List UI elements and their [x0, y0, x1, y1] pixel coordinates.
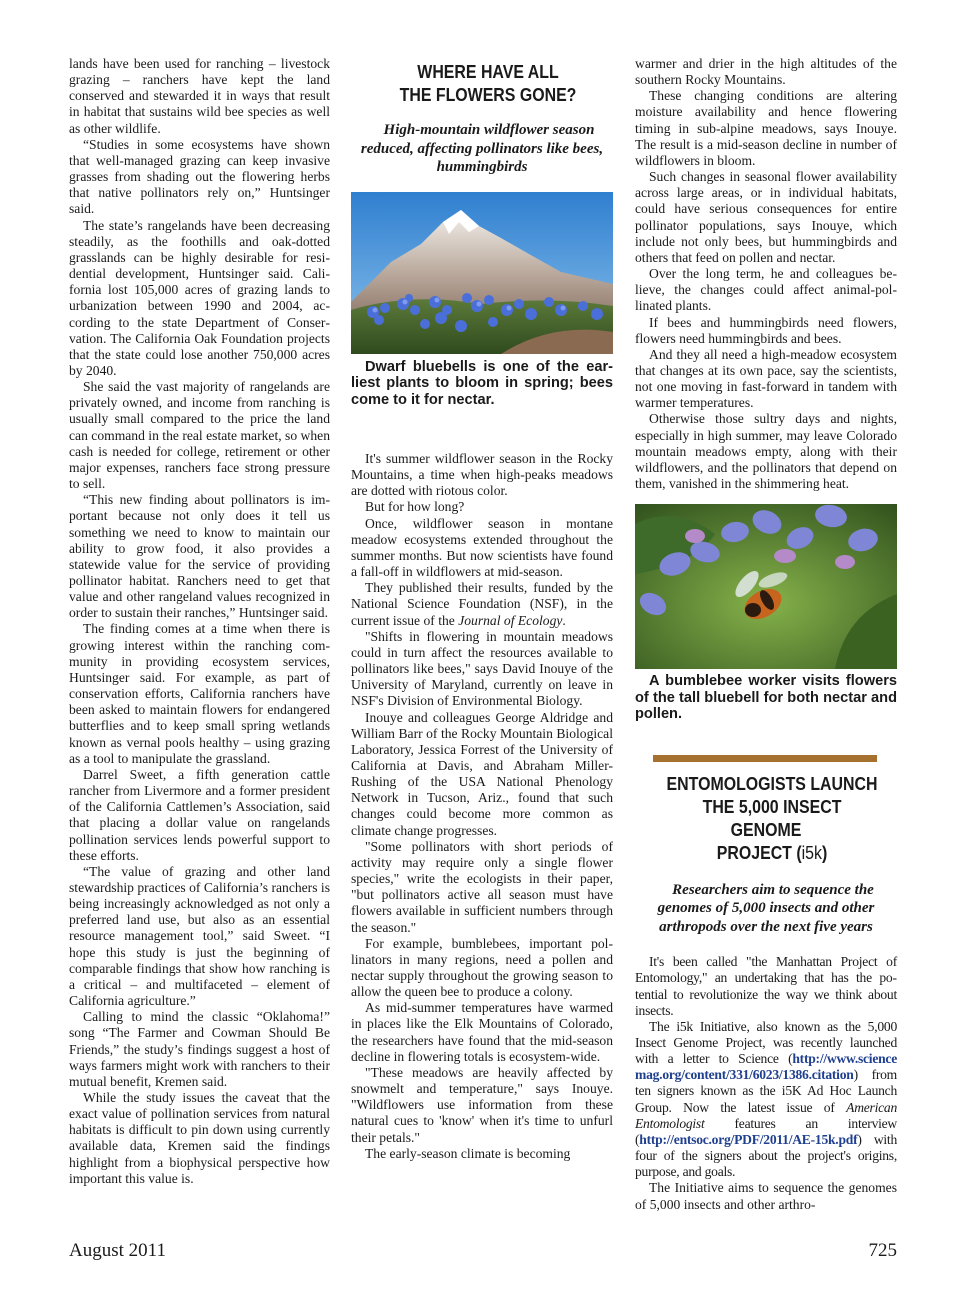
column-1: [69, 56, 330, 1187]
body-paragraph: They published their results, funded by the National Science Foundation (NSF), in the current issue of the Journal of Ecology.: [351, 580, 613, 628]
page-number: 725: [868, 1240, 897, 1261]
body-paragraph: Calling to mind the classic “Oklahoma!” song “The Farmer and Cowman Should Be Friends,” the study’s findings suggest a host of ways farmers might work with ranchers to their mutual benefit, Kremen said.: [69, 1009, 330, 1089]
body-paragraph: Such changes in seasonal flower availability across large areas, or in individual habitats, could have serious consequences for entire pollinator populations, says Inouye, which include not only bees, but hummingbirds and others that feed on pollen and nectar.: [635, 169, 897, 265]
headline-line: THE FLOWERS GONE?: [399, 84, 577, 105]
article-deck: High-mountain wildflower season reduced, affecting pollinators like bees, hummingbirds: [360, 122, 604, 175]
body-paragraph: For example, bumblebees, important pollinators in many regions, need a pollen and nectar supply throughout the growing season to allow the queen bee to produce a colony.: [351, 935, 613, 1000]
body-paragraph: She said the vast majority of rangelands are privately owned, and income from ranching is usually small compared to the price the land can command in the real estate market, so when cash is needed for college, retirement or other major expenses, ranchers face strong pressure to sell.: [69, 379, 330, 492]
science-link[interactable]: http://www.science mag.org/content/331/6023/1386.citation: [635, 1051, 897, 1083]
body-paragraph: lands have been used for ranching – livestock grazing – ranchers have kept the land conserved and stewarded it in ways that result in habitat that sustains wild bee species as well as other wildlife.: [69, 56, 330, 136]
body-text: They published their results, funded by the National Science Foundation (NSF), in the current issue of the: [351, 580, 613, 628]
bumblebee-image: [635, 504, 897, 669]
mountain-bluebells-photo: [351, 192, 613, 354]
article-headline: [351, 60, 613, 106]
issue-date: August 2011: [69, 1240, 166, 1261]
photo-caption: A bumblebee worker visits flowers of the tall bluebell for both nectar and pollen.: [635, 673, 897, 723]
body-paragraph: The finding comes at a time when there is growing interest within the ranching community in providing ecosystem services, Huntsinger said. For example, as part of conservation efforts, California ranchers have been asked to maintain flowers for endangered butterflies and to keep small spring wetlands known as vernal pools healthy – using grazing as a tool to manipulate the grassland.: [69, 621, 330, 766]
body-text: ) from ten signers known as the i5K Ad Hoc Launch Group. Now the latest issue of: [635, 1067, 897, 1115]
body-text: The i5k Initiative, also known as the 5,000 Insect Genome Project, was recently launched with a letter to Science (: [635, 1018, 897, 1067]
journal-name: American Entomologist: [635, 1099, 897, 1131]
body-paragraph: While the study issues the caveat that the exact value of pollination services from natural habitats is difficult to pin down using currently available data, Kremen said the findings highlight from a biophysical perspective how important this value is.: [69, 1090, 330, 1186]
body-paragraph: Otherwise those sultry days and nights, especially in high summer, may leave Colorado mountain meadows empty, along with their wildflowers, and the pollinators that depend on them, vanished in the shimmering heat.: [635, 411, 897, 492]
body-paragraph: “This new finding about pollinators is important because not only does it tell us something we need to know to maintain our ability to grow food, it also provides a statewide value for the service of providing pollinator habitat. Ranchers need to get that value and other rangeland values recognized in order to sustain their ranches,” Huntsinger said.: [69, 492, 330, 621]
headline-line: [653, 841, 878, 864]
article-headline: [635, 772, 897, 864]
mountain-bluebells-image: [351, 192, 613, 354]
bumblebee-photo: [635, 504, 897, 669]
body-paragraph: If bees and hummingbirds need flowers, flowers need hummingbirds and bees.: [635, 314, 897, 346]
body-paragraph: “The value of grazing and other land stewardship practices of California’s ranchers is being increasingly acknowledged as not only a preferred land use, but also as an essential resource management tool,” said Sweet. “I hope this study is just the beginning of comparable findings that show how ranching is a critical – and multifaceted – element of California agriculture.”: [69, 863, 330, 1009]
body-text: ) with four of the signers about the project's origins, purpose, and goals.: [635, 1131, 897, 1180]
body-paragraph: Over the long term, he and colleagues believe, the changes could affect animal-pollinated plants.: [635, 266, 897, 314]
body-paragraph: Once, wildflower season in montane meadow ecosystems extended throughout the summer months. But now scientists have found a fall-off in wildflowers at mid-season.: [351, 515, 613, 580]
body-text: features an interview (: [635, 1115, 897, 1147]
article-deck: Researchers aim to sequence the genomes of 5,000 insects and other arthropods over the next five years: [657, 881, 875, 935]
column-3: [635, 56, 897, 1213]
headline-line: THE 5,000 INSECT GENOME: [702, 795, 842, 840]
headline-line: ENTOMOLOGISTS LAUNCH: [666, 772, 878, 794]
body-paragraph: As mid-summer temperatures have warmed in places like the Elk Mountains of Colorado, the researchers have found that the mid-season decline in flowering totals is ecosystem-wide.: [351, 1000, 613, 1064]
body-paragraph: These changing conditions are altering moisture availability and hence flowering timing in sub-alpine meadows, says Inouye. The result is a mid-season decline in number of wildflowers in bloom.: [635, 88, 897, 168]
body-paragraph: It's summer wildflower season in the Rocky Mountains, a time when high-peaks meadows are dotted with riotous color.: [351, 451, 613, 499]
body-paragraph: The state’s rangelands have been decreasing steadily, as the foothills and oak-dotted grasslands can be highly desirable for residential development, Huntsinger said. California lost 105,000 acres of grazing lands to urbanization between 1990 and 2004, according to the state Department of Conservation. The California Oak Foundation projects that the state could lose another 750,000 acres by 2040.: [69, 217, 330, 378]
body-paragraph: The early-season climate is becoming: [365, 1145, 571, 1161]
body-paragraph: "Some pollinators with short periods of activity may require only a single flower species," write the ecologists in their paper, "but pollinators active all season must have flowers available in sufficient numbers through the season.": [351, 838, 613, 935]
body-paragraph: [635, 1019, 897, 1181]
body-paragraph: And they all need a high-meadow ecosystem that changes at its own pace, say the scientists, not one moving in fast-forward in tandem with warmer temperatures.: [635, 346, 897, 411]
entsoc-link[interactable]: http://entsoc.org/PDF/2011/AE-15k.pdf: [639, 1131, 858, 1147]
body-paragraph: “Studies in some ecosystems have shown that well-managed grazing can keep invasive grasses from shading out the flowering herbs that native pollinators rely on,” Huntsinger said.: [69, 136, 330, 217]
body-paragraph: But for how long?: [365, 499, 465, 515]
body-paragraph: "These meadows are heavily affected by snowmelt and temperature," says Inouye. "Wildflowers use information from these natural cues to 'know' when it's time to unfurl their petals.": [351, 1064, 613, 1145]
body-paragraph: Darrel Sweet, a fifth generation cattle rancher from Livermore and a former president of the California Cattlemen’s Association, said that placing a dollar value on rangelands pollination services lends powerful support to these efforts.: [69, 766, 330, 863]
body-paragraph: Inouye and colleagues George Aldridge and William Barr of the Rocky Mountain Biological Laboratory, Jessica Forrest of the University of California at Davis, and Abraham Miller-Rushing of the USA National Phenology Network in Tucson, Ariz., found that such changes could become more common as climate change progresses.: [351, 709, 613, 838]
column-2: [351, 56, 613, 1162]
headline-text: PROJECT (: [716, 841, 802, 863]
headline-line: WHERE HAVE ALL: [417, 61, 559, 82]
headline-text: i5k: [801, 841, 822, 863]
journal-name: Journal of Ecology: [458, 612, 563, 628]
body-paragraph: The Initiative aims to sequence the genomes of 5,000 insects and other arthro-: [635, 1180, 897, 1212]
headline-text: ): [821, 841, 828, 863]
photo-caption: Dwarf bluebells is one of the earliest plants to bloom in spring; bees come to it for nectar.: [351, 358, 613, 408]
section-divider: [653, 755, 877, 762]
body-paragraph: "Shifts in flowering in mountain meadows could in turn affect the resources available to pollinators like bees," says David Inouye of the University of Maryland, currently on leave in NSF's Division of Environmental Biology.: [351, 628, 613, 709]
body-paragraph: It's been called "the Manhattan Project of Entomology," an undertaking that has the potential to revolutionize the way we think about insects.: [635, 954, 897, 1018]
body-paragraph: warmer and drier in the high altitudes of the southern Rocky Mountains.: [635, 56, 897, 88]
